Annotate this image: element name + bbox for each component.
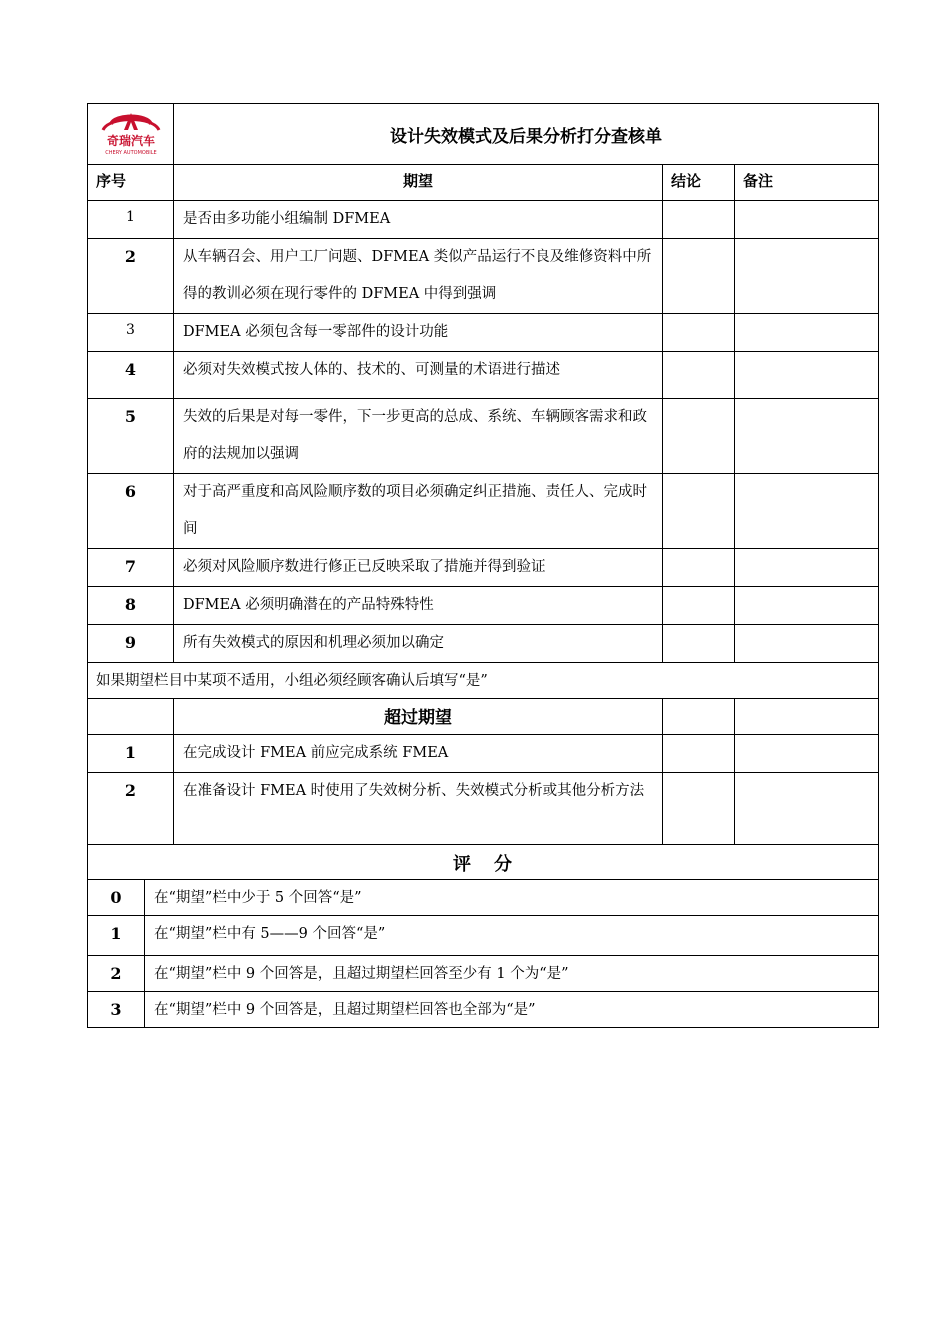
remark-cell[interactable] — [735, 201, 879, 239]
expectation-text: 必须对风险顺序数进行修正已反映采取了措施并得到验证 — [183, 559, 546, 575]
conclusion-cell[interactable] — [663, 314, 735, 352]
conclusion-cell[interactable] — [663, 352, 735, 399]
header-expectation: 期望 — [174, 165, 663, 201]
score-value: 2 — [88, 956, 145, 992]
exceed-row — [88, 773, 879, 845]
row-number: 4 — [88, 352, 174, 399]
remark-cell[interactable] — [735, 314, 879, 352]
score-header-row — [88, 845, 879, 880]
remark-cell[interactable] — [735, 625, 879, 663]
page-title: 设计失效模式及后果分析打分查核单 — [174, 104, 879, 165]
row-number: 1 — [88, 201, 174, 239]
row-number: 5 — [88, 399, 174, 474]
conclusion-cell[interactable] — [663, 735, 735, 773]
score-text: 在“期望”栏中 9 个回答是，且超过期望栏回答至少有 1 个为“是” — [145, 956, 879, 992]
row-number: 6 — [88, 474, 174, 549]
row-number: 7 — [88, 549, 174, 587]
score-text: 在“期望”栏中有 5——9 个回答“是” — [145, 916, 879, 956]
remark-cell[interactable] — [735, 773, 879, 845]
expectation-text: 所有失效模式的原因和机理必须加以确定 — [183, 635, 444, 651]
svg-text:奇瑞汽车: 奇瑞汽车 — [106, 134, 155, 148]
checklist-table — [87, 103, 879, 1028]
expectation-cell — [174, 239, 663, 314]
row-number: 2 — [88, 239, 174, 314]
expectation-cell — [174, 474, 663, 549]
header-no: 序号 — [88, 165, 174, 201]
expectation-row — [88, 239, 879, 314]
score-value: 3 — [88, 992, 145, 1028]
score-row — [88, 916, 879, 956]
title-row — [88, 104, 879, 165]
expectation-text: DFMEA 必须包含每一零部件的设计功能 — [183, 324, 449, 340]
exceed-text: 在准备设计 FMEA 时使用了失效树分析、失效模式分析或其他分析方法 — [183, 783, 645, 799]
header-conclusion: 结论 — [663, 165, 735, 201]
note-row — [88, 663, 879, 699]
exceed-title: 超过期望 — [174, 699, 663, 735]
checklist-sheet — [87, 103, 878, 1028]
remark-cell[interactable] — [735, 474, 879, 549]
conclusion-cell[interactable] — [663, 549, 735, 587]
expectation-row — [88, 474, 879, 549]
expectation-text: 从车辆召会、用户工厂问题、DFMEA 类似产品运行不良及维修资料中所得的教训必须在现行零件的 DFMEA 中得到强调 — [183, 249, 652, 302]
conclusion-cell[interactable] — [663, 474, 735, 549]
conclusion-cell[interactable] — [663, 587, 735, 625]
expectation-text: 是否由多功能小组编制 DFMEA — [183, 211, 391, 227]
expectation-text: DFMEA 必须明确潜在的产品特殊特性 — [183, 597, 434, 613]
remark-cell[interactable] — [735, 352, 879, 399]
note-text: 如果期望栏目中某项不适用，小组必须经顾客确认后填写“是” — [88, 663, 879, 699]
score-text: 在“期望”栏中 9 个回答是，且超过期望栏回答也全部为“是” — [145, 992, 879, 1028]
conclusion-cell[interactable] — [663, 399, 735, 474]
conclusion-cell[interactable] — [663, 239, 735, 314]
expectation-text: 对于高严重度和高风险顺序数的项目必须确定纠正措施、责任人、完成时间 — [183, 484, 647, 537]
score-value: 0 — [88, 880, 145, 916]
conclusion-cell[interactable] — [663, 773, 735, 845]
score-value: 1 — [88, 916, 145, 956]
expectation-row — [88, 625, 879, 663]
logo-cell — [88, 104, 174, 165]
header-remark: 备注 — [735, 165, 879, 201]
row-number: 1 — [88, 735, 174, 773]
remark-cell[interactable] — [735, 587, 879, 625]
svg-text:CHERY AUTOMOBILE: CHERY AUTOMOBILE — [104, 150, 157, 156]
row-number: 9 — [88, 625, 174, 663]
score-title: 评 分 — [88, 845, 879, 880]
remark-cell[interactable] — [735, 735, 879, 773]
remark-cell[interactable] — [735, 239, 879, 314]
score-row — [88, 992, 879, 1028]
chery-logo-icon — [93, 108, 169, 156]
expectation-row — [88, 399, 879, 474]
remark-cell[interactable] — [735, 549, 879, 587]
expectation-row — [88, 549, 879, 587]
score-text: 在“期望”栏中少于 5 个回答“是” — [145, 880, 879, 916]
expectation-cell — [174, 625, 663, 663]
conclusion-cell[interactable] — [663, 625, 735, 663]
remark-cell[interactable] — [735, 399, 879, 474]
expectation-cell — [174, 399, 663, 474]
expectation-text: 必须对失效模式按人体的、技术的、可测量的术语进行描述 — [183, 362, 560, 378]
row-number: 2 — [88, 773, 174, 845]
exceed-text: 在完成设计 FMEA 前应完成系统 FMEA — [183, 745, 449, 761]
row-number: 3 — [88, 314, 174, 352]
expectation-text: 失效的后果是对每一零件，下一步更高的总成、系统、车辆顾客需求和政府的法规加以强调 — [183, 409, 647, 462]
exceed-cell — [174, 773, 663, 845]
score-row — [88, 956, 879, 992]
score-row — [88, 880, 879, 916]
conclusion-cell[interactable] — [663, 201, 735, 239]
row-number: 8 — [88, 587, 174, 625]
